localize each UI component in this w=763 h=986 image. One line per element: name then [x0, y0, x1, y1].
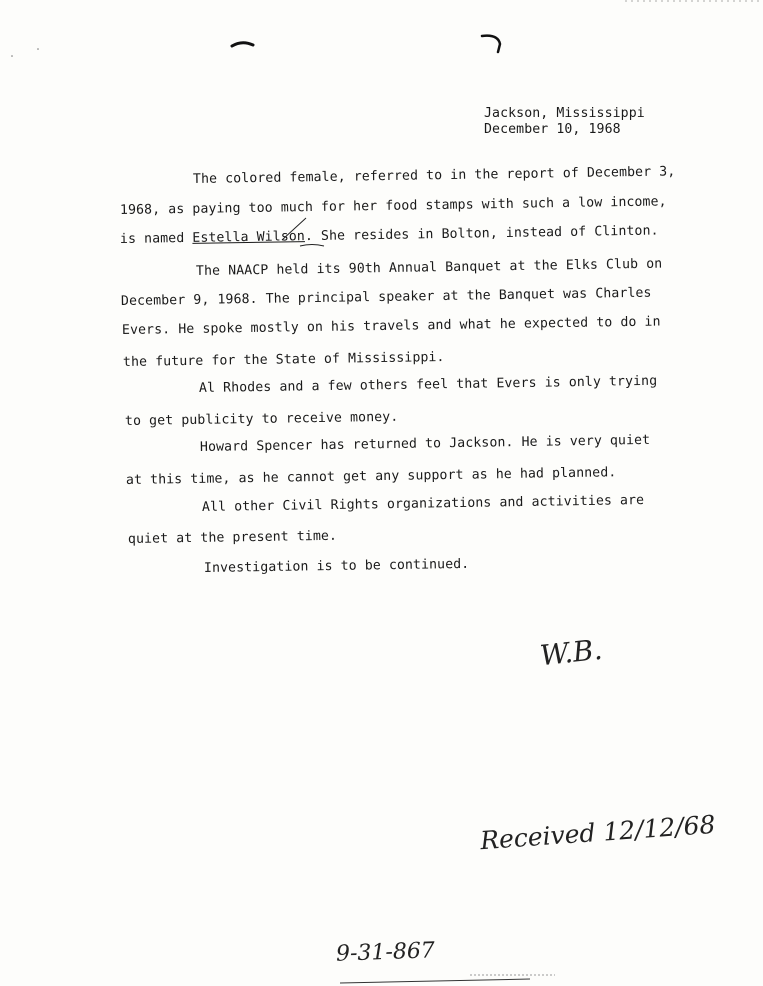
handwritten-received-date: Received 12/12/68 — [479, 809, 717, 856]
handwritten-initials: W.B. — [538, 632, 604, 673]
subject-name: Estella Wilson — [192, 229, 306, 246]
body-line-2: 1968, as paying too much for her food stamps with such a low income, — [119, 194, 667, 218]
handwritten-file-number: 9-31-867 — [335, 938, 436, 967]
punch-hole-mark-left — [232, 43, 253, 46]
handwritten-correction-mark — [300, 245, 324, 247]
header-date: December 10, 1968 — [484, 122, 621, 137]
punch-hole-mark-right — [482, 36, 500, 52]
body-line-13: quiet at the present time. — [127, 528, 338, 547]
body-line-5: December 9, 1968. The principal speaker at the Banquet was Charles — [120, 285, 652, 309]
body-line-9: to get publicity to receive money. — [124, 409, 399, 429]
scan-speck — [11, 55, 13, 57]
body-line-12: All other Civil Rights organizations and activities are — [201, 493, 645, 515]
body-line-10: Howard Spencer has returned to Jackson. He is very quiet — [199, 432, 651, 455]
body-line-6: Evers. He spoke mostly on his travels and what he expected to do in — [121, 314, 661, 338]
body-line-3-end: . She resides in Bolton, instead of Clinton. — [304, 223, 659, 245]
body-line-1: The colored female, referred to in the report of December 3, — [192, 164, 676, 187]
body-line-14: Investigation is to be continued. — [203, 556, 470, 576]
body-line-11: at this time, as he cannot get any support as he had planned. — [125, 465, 617, 488]
body-line-3-start: is named — [119, 230, 193, 247]
body-line-4: The NAACP held its 90th Annual Banquet at the Elks Club on — [195, 256, 663, 279]
letter-header — [484, 106, 645, 138]
header-place: Jackson, Mississippi — [484, 106, 645, 121]
scan-speck — [37, 48, 39, 50]
bottom-rule — [340, 979, 530, 983]
body-line-7: the future for the State of Mississippi. — [122, 349, 445, 370]
body-line-8: Al Rhodes and a few others feel that Evers is only trying — [198, 373, 658, 396]
